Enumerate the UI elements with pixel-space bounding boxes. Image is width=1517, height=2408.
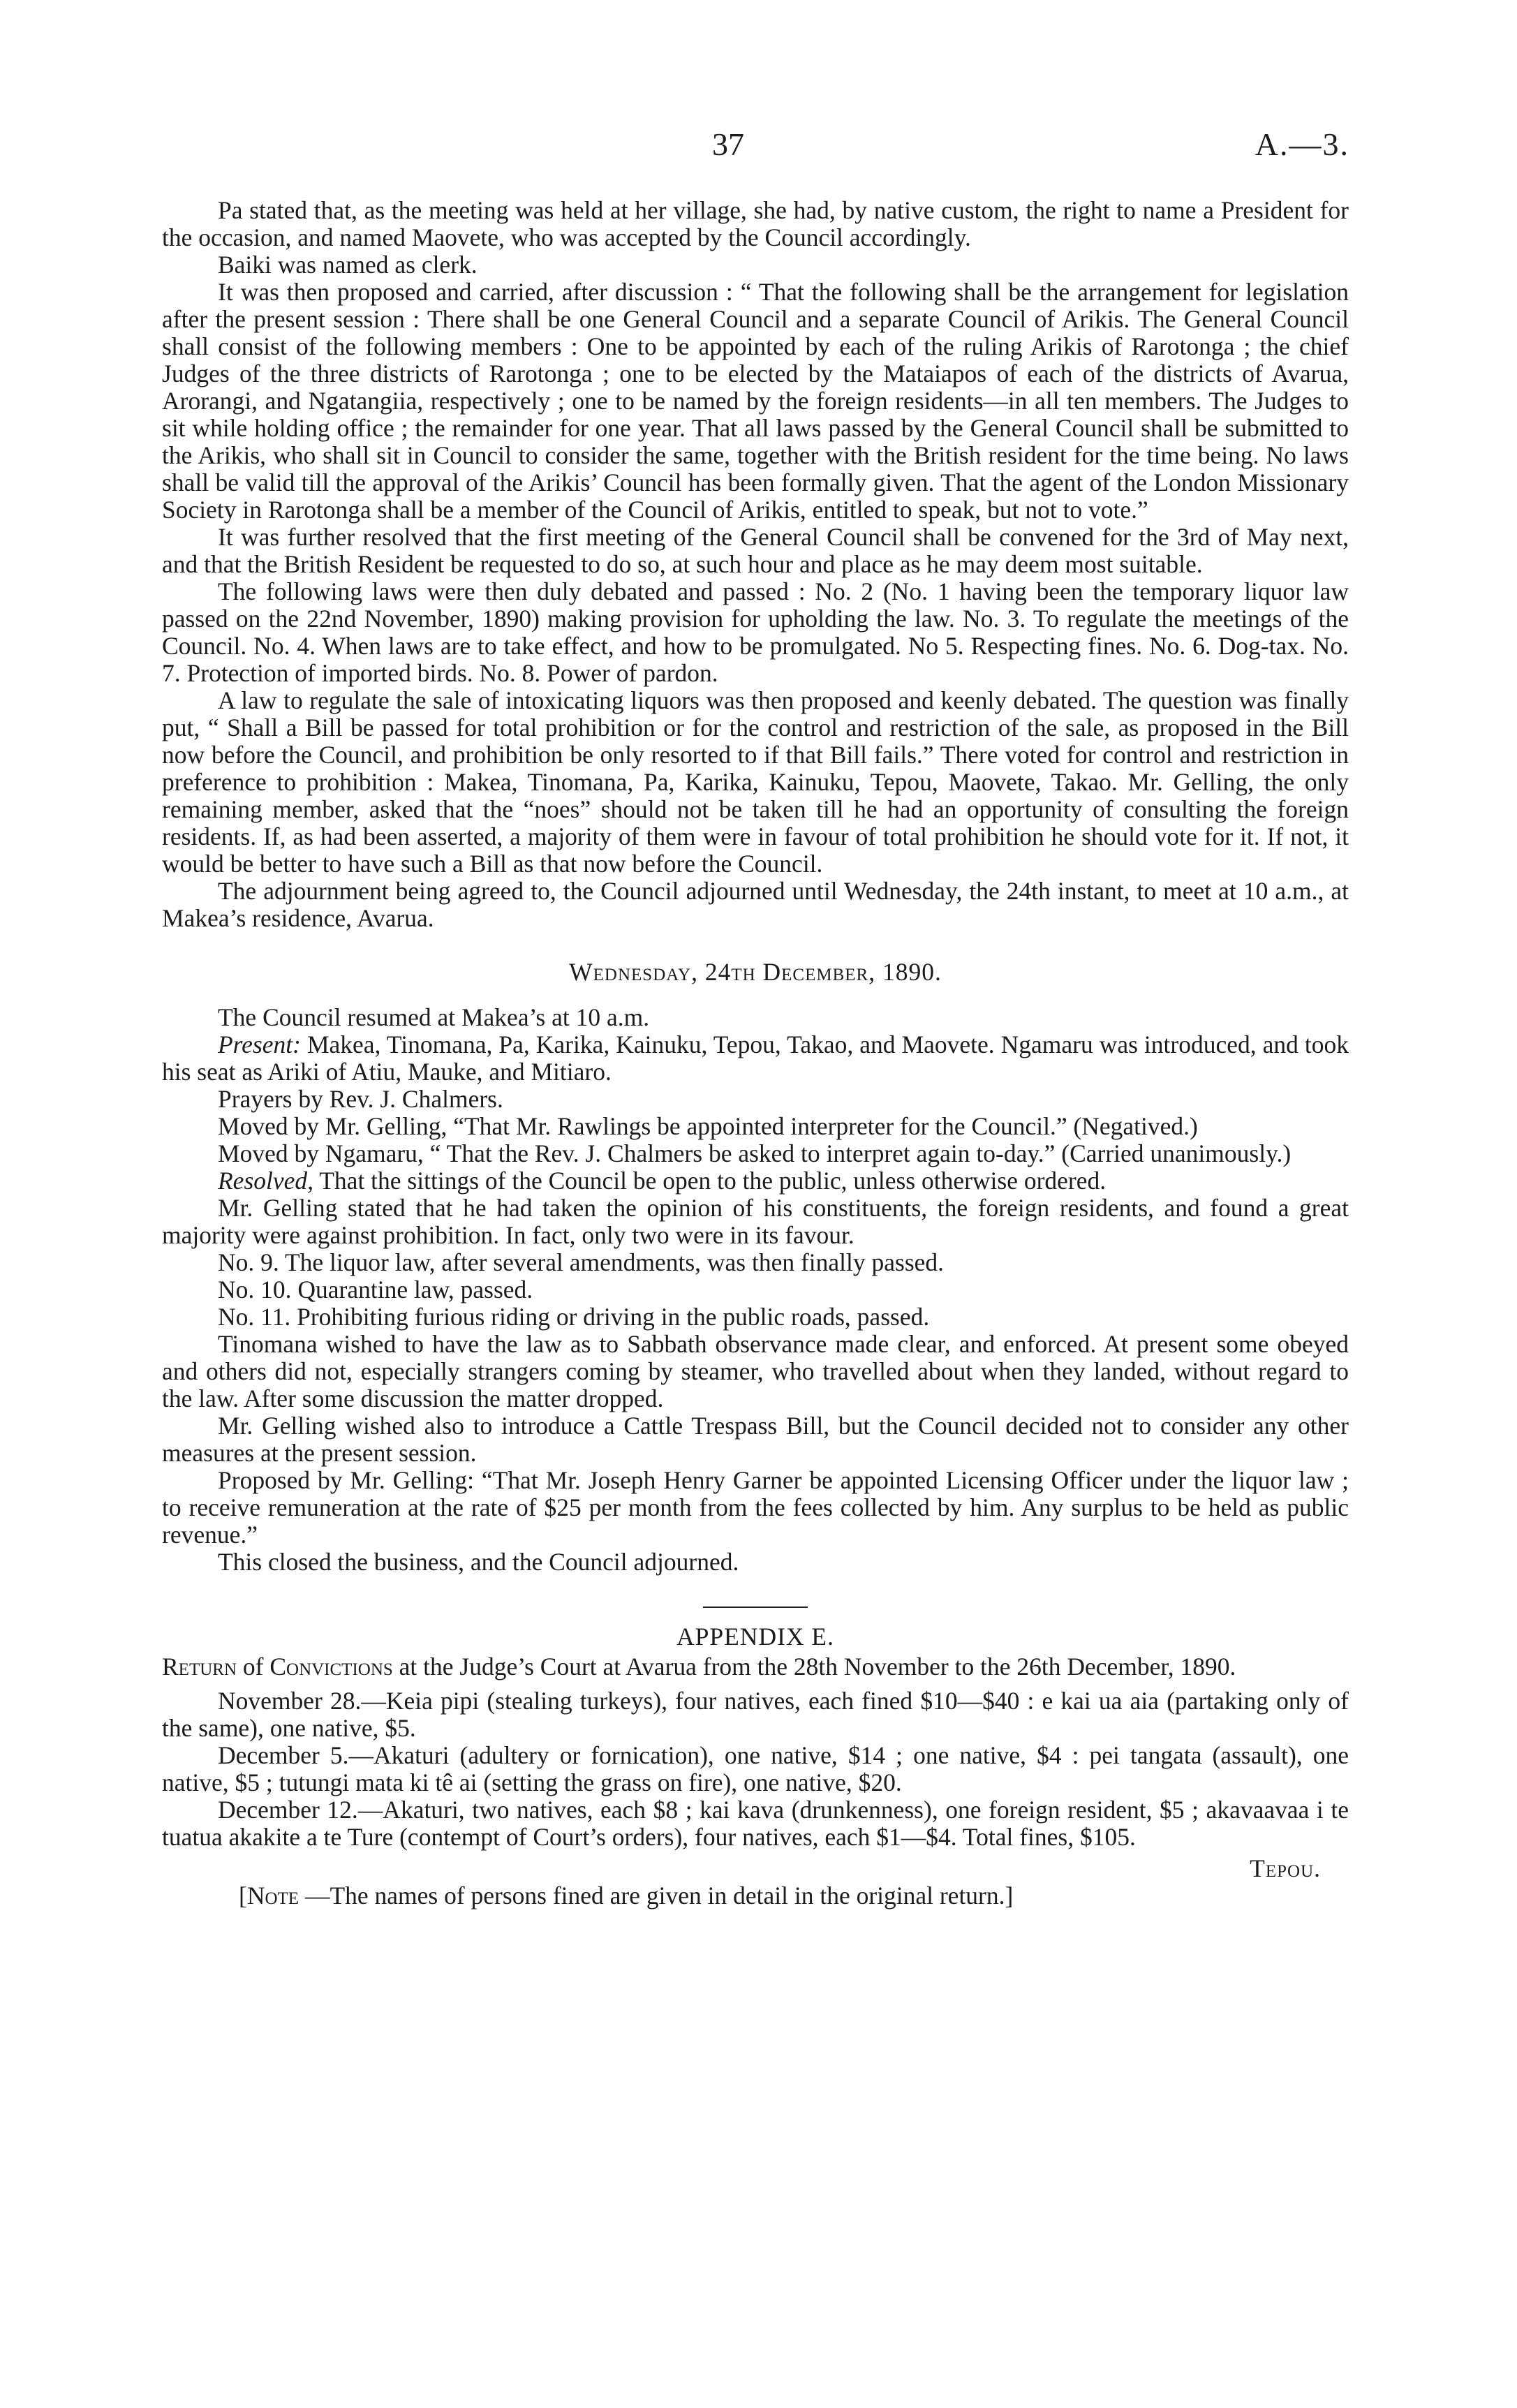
paragraph: Moved by Ngamaru, “ That the Rev. J. Chalmers be asked to interpret again to-day.” (Carried unanimously.) — [218, 1139, 1292, 1167]
paragraph: Pa stated that, as the meeting was held at her village, she had, by native custom, the right to name a President for the occasion, and named Maovete, who was accepted by the Council accordingly. — [162, 196, 1349, 251]
appendix-title — [162, 1653, 1349, 1681]
paragraph: The following laws were then duly debated and passed : No. 2 (No. 1 having been the temporary liquor law passed on the 22nd November, 1890) making provision for upholding the law. No. 3. To regulate the meetings of the Council. No. 4. When laws are to take effect, and how to be promulgated. No 5. Respecting fines. No. 6. Dog-tax. No. 7. Protection of imported birds. No. 8. Power of pardon. — [162, 577, 1349, 687]
appendix-title-of: of — [237, 1653, 270, 1681]
resolved-label: Resolved, — [218, 1167, 314, 1195]
footnote — [162, 1882, 1349, 1910]
page-number: 37 — [712, 126, 744, 162]
note-label: [Note — [239, 1882, 299, 1910]
paragraph — [162, 1167, 1349, 1195]
present-text: Makea, Tinomana, Pa, Karika, Kainuku, Tepou, Takao, and Maovete. Ngamaru was introduced, and took his seat as Ariki of Atiu, Mauke, and Mitiaro. — [162, 1031, 1349, 1086]
page-header — [0, 126, 1517, 175]
conviction-entry: December 5.—Akaturi (adultery or fornication), one native, $14 ; one native, $4 : pei tangata (assault), one native, $5 ; tutungi mata ki tê ai (setting the grass on fire), one native, $20. — [162, 1741, 1349, 1796]
paragraph: Mr. Gelling wished also to introduce a Cattle Trespass Bill, but the Council decided not to consider any other measures at the present session. — [162, 1412, 1349, 1467]
paragraph: It was then proposed and carried, after discussion : “ That the following shall be the arrangement for legislation after the present session : There shall be one General Council and a separate Council of Arikis. The General Council shall consist of the following members : One to be appointed by each of the ruling Arikis of Rarotonga ; the chief Judges of the three districts of Rarotonga ; one to be elected by the Mataiapos of each of the districts of Avarua, Arorangi, and Ngatangiia, respectively ; one to be named by the foreign residents—in all ten members. The Judges to sit while holding office ; the remainder for one year. That all laws passed by the General Council shall be submitted to the Arikis, who shall sit in Council to consider the same, together with the British resident for the time being. No laws shall be valid till the approval of the Arikis’ Council has been formally given. That the agent of the London Missionary Society in Rarotonga shall be a member of the Council of Arikis, entitled to speak, but not to vote.” — [162, 278, 1349, 524]
paragraph: A law to regulate the sale of intoxicating liquors was then proposed and keenly debated. The question was finally put, “ Shall a Bill be passed for total prohibition or for the control and restriction of the sale, as proposed in the Bill now before the Council, and prohibition be only resorted to if that Bill fails.” There voted for control and restriction in preference to prohibition : Makea, Tinomana, Pa, Karika, Kainuku, Tepou, Maovete, Takao. Mr. Gelling, the only remaining member, asked that the “noes” should not be taken till he had an opportunity of consulting the foreign residents. If, as had been asserted, a majority of them were in favour of total prohibition he should vote for it. If not, it would be better to have such a Bill as that now before the Council. — [162, 686, 1349, 878]
document-reference: A.—3. — [1255, 126, 1349, 162]
appendix-heading: APPENDIX E. — [676, 1623, 834, 1650]
section-divider — [703, 1606, 808, 1608]
paragraph: Baiki was named as clerk. — [218, 251, 478, 279]
paragraph — [162, 1031, 1349, 1086]
paragraph: Proposed by Mr. Gelling: “That Mr. Joseph Henry Garner be appointed Licensing Officer under the liquor law ; to receive remuneration at the rate of $25 per month from the fees collected by him. Any surplus to be held as public revenue.” — [162, 1466, 1349, 1549]
conviction-entry: December 12.—Akaturi, two natives, each $8 ; kai kava (drunkenness), one foreign resident, $5 ; akavaavaa i te tuatua akakite a te Ture (contempt of Court’s orders), four natives, each $1—$4. Total fines, $105. — [162, 1796, 1349, 1851]
paragraph: Prayers by Rev. J. Chalmers. — [218, 1085, 503, 1113]
appendix-title-convictions: Convictions — [269, 1653, 393, 1681]
paragraph: The adjournment being agreed to, the Council adjourned until Wednesday, the 24th instant, to meet at 10 a.m., at Makea’s residence, Avarua. — [162, 877, 1349, 932]
paragraph: The Council resumed at Makea’s at 10 a.m. — [218, 1003, 650, 1031]
signature: Tepou. — [1250, 1854, 1321, 1882]
paragraph: It was further resolved that the first meeting of the General Council shall be convened for the 3rd of May next, and that the British Resident be requested to do so, at such hour and place as he may deem most suitable. — [162, 523, 1349, 578]
present-label: Present: — [218, 1031, 301, 1058]
paragraph: No. 9. The liquor law, after several amendments, was then finally passed. — [218, 1248, 945, 1276]
date-heading: Wednesday, 24th December, 1890. — [569, 958, 942, 986]
resolved-text: That the sittings of the Council be open to the public, unless otherwise ordered. — [313, 1167, 1107, 1195]
page-body — [162, 197, 1349, 1910]
paragraph: Moved by Mr. Gelling, “That Mr. Rawlings be appointed interpreter for the Council.” (Negatived.) — [218, 1112, 1198, 1140]
appendix-title-return: Return — [162, 1653, 237, 1681]
paragraph: This closed the business, and the Council adjourned. — [218, 1548, 739, 1576]
conviction-entry: November 28.—Keia pipi (stealing turkeys), four natives, each fined $10—$40 : e kai ua aia (partaking only of the same), one native, $5. — [162, 1687, 1349, 1742]
paragraph: Tinomana wished to have the law as to Sabbath observance made clear, and enforced. At present some obeyed and others did not, especially strangers coming by steamer, who travelled about when they landed, without regard to the law. After some discussion the matter dropped. — [162, 1330, 1349, 1412]
paragraph: No. 10. Quarantine law, passed. — [218, 1276, 533, 1303]
paragraph: Mr. Gelling stated that he had taken the opinion of his constituents, the foreign residents, and found a great majority were against prohibition. In fact, only two were in its favour. — [162, 1194, 1349, 1249]
paragraph: No. 11. Prohibiting furious riding or driving in the public roads, passed. — [218, 1303, 930, 1331]
appendix-title-rest: at the Judge’s Court at Avarua from the 28th November to the 26th December, 1890. — [392, 1653, 1236, 1681]
note-text: —The names of persons fined are given in detail in the original return.] — [299, 1882, 1014, 1910]
